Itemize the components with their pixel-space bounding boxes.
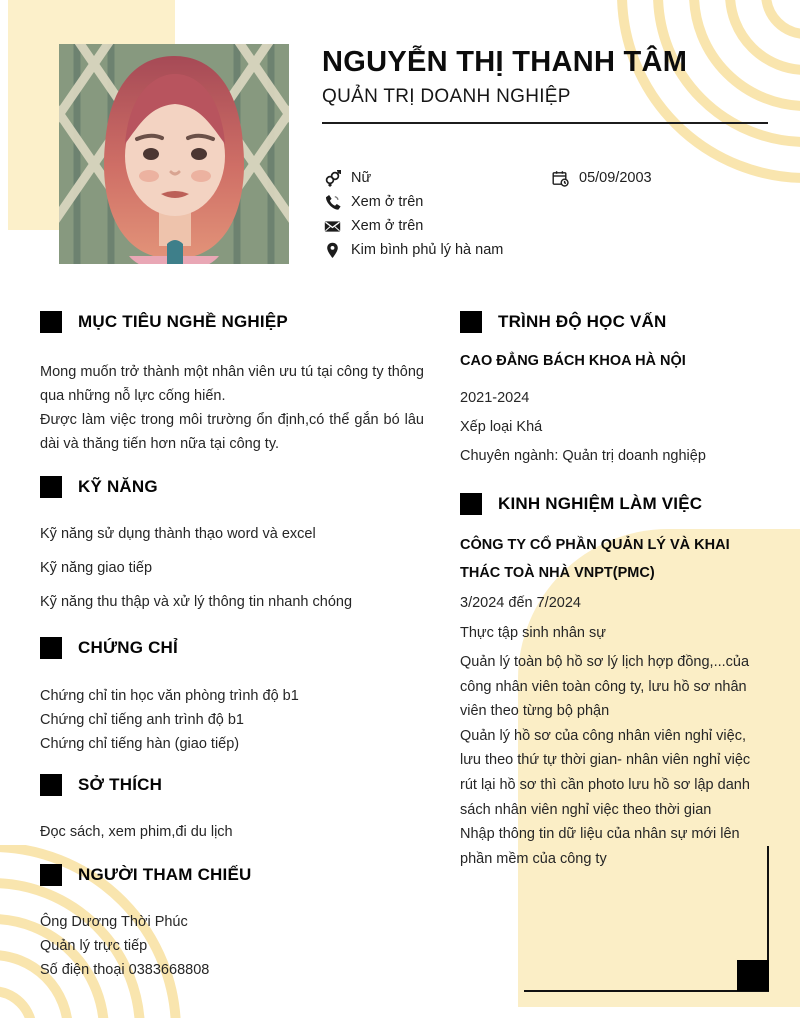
section-marker-icon [460, 493, 482, 515]
contact-gender [324, 166, 371, 190]
profile-photo [59, 44, 289, 264]
section-marker-icon [40, 864, 62, 886]
experience-duty: Quản lý toàn bộ hồ sơ lý lịch hợp đồng,...của công nhân viên toàn công ty, lưu hồ sơ nhân viên theo từng bộ phận [460, 654, 750, 720]
phone-value: Xem ở trên [351, 194, 424, 210]
education-grade: Xếp loại Khá [460, 419, 543, 435]
experience-role: Thực tập sinh nhân sự [460, 625, 606, 641]
section-title: SỞ THÍCH [78, 775, 163, 794]
section-references [40, 864, 424, 886]
contact-info [322, 160, 768, 260]
gender-icon [324, 170, 341, 187]
section-title: NGƯỜI THAM CHIẾU [78, 865, 252, 884]
experience-duty: Quản lý hồ sơ của công nhân viên nghỉ việc, lưu theo thứ tự thời gian- nhân viên nghỉ việc rút lại hồ sơ thì cần photo lưu hồ sơ lập danh sách nhân viên nghỉ việc theo thời gian [460, 727, 751, 818]
calendar-icon [552, 170, 569, 187]
section-title: KINH NGHIỆM LÀM VIỆC [498, 494, 703, 513]
section-certificates [40, 637, 424, 659]
section-title: CHỨNG CHỈ [78, 638, 178, 657]
section-education [460, 311, 769, 333]
reference-item: Số điện thoại 0383668808 [40, 962, 210, 978]
location-icon [324, 242, 341, 259]
section-marker-icon [40, 311, 62, 333]
objective-paragraph: Được làm việc trong môi trường ổn định,có thể gắn bó lâu dài và thăng tiến hơn nữa tại công ty. [40, 412, 424, 452]
education-years: 2021-2024 [460, 390, 530, 406]
header-divider [322, 122, 768, 124]
section-title: KỸ NĂNG [78, 477, 158, 496]
gender-value: Nữ [351, 170, 372, 186]
experience-company: CÔNG TY CỔ PHẦN QUẢN LÝ VÀ KHAI THÁC TOÀ NHÀ VNPT(PMC) [460, 537, 730, 581]
certificate-item: Chứng chỉ tiếng anh trình độ b1 [40, 712, 244, 728]
section-marker-icon [40, 774, 62, 796]
section-hobbies [40, 774, 424, 796]
corner-frame-horizontal-line [524, 990, 769, 992]
birthday-value: 05/09/2003 [579, 170, 652, 186]
address-value: Kim bình phủ lý hà nam [351, 242, 504, 258]
contact-email [324, 214, 423, 238]
skill-item: Kỹ năng giao tiếp [40, 560, 153, 576]
hobby-item: Đọc sách, xem phim,đi du lịch [40, 824, 233, 840]
section-marker-icon [40, 476, 62, 498]
education-school: CAO ĐẲNG BÁCH KHOA HÀ NỘI [460, 353, 686, 369]
section-objective [40, 311, 424, 333]
candidate-name: NGUYỄN THỊ THANH TÂM [322, 46, 688, 78]
skill-item: Kỹ năng thu thập và xử lý thông tin nhanh chóng [40, 594, 353, 610]
section-marker-icon [40, 637, 62, 659]
certificate-item: Chứng chỉ tin học văn phòng trình độ b1 [40, 688, 299, 704]
experience-duty: Nhập thông tin dữ liệu của nhân sự mới lên phần mềm của công ty [460, 826, 740, 867]
email-icon [324, 218, 341, 235]
candidate-job-title: QUẢN TRỊ DOANH NGHIỆP [322, 86, 571, 107]
corner-frame-square [737, 960, 769, 991]
phone-icon [324, 194, 341, 211]
education-major: Chuyên ngành: Quản trị doanh nghiệp [460, 448, 706, 464]
contact-birthday [552, 166, 652, 190]
objective-paragraph: Mong muốn trở thành một nhân viên ưu tú tại công ty thông qua những nỗ lực cống hiến. [40, 364, 424, 404]
section-title: MỤC TIÊU NGHỀ NGHIỆP [78, 312, 288, 331]
section-marker-icon [460, 311, 482, 333]
section-experience [460, 493, 769, 515]
reference-item: Ông Dương Thời Phúc [40, 914, 188, 930]
contact-address [324, 238, 503, 262]
certificate-item: Chứng chỉ tiếng hàn (giao tiếp) [40, 736, 240, 752]
skill-item: Kỹ năng sử dụng thành thạo word và excel [40, 526, 316, 542]
section-skills [40, 476, 424, 498]
experience-period: 3/2024 đến 7/2024 [460, 595, 581, 611]
section-title: TRÌNH ĐỘ HỌC VẤN [498, 312, 667, 331]
reference-item: Quản lý trực tiếp [40, 938, 148, 954]
email-value: Xem ở trên [351, 218, 424, 234]
contact-phone [324, 190, 423, 214]
